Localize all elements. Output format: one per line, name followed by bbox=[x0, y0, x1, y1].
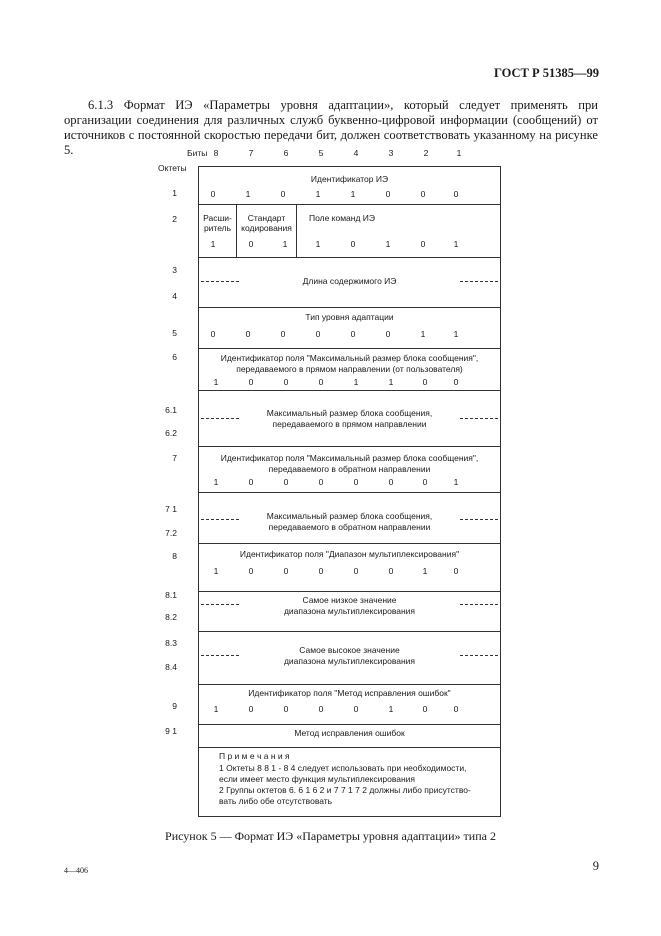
bit-value: 0 bbox=[315, 329, 321, 339]
row-separator bbox=[199, 724, 500, 725]
octet-label: 2 bbox=[172, 214, 177, 224]
bit-value: 0 bbox=[453, 566, 459, 576]
octet-label: 1 bbox=[172, 188, 177, 198]
bit-value: 1 bbox=[420, 329, 426, 339]
backward-max-block-size-identifier: Идентификатор поля "Максимальный размер блока сообщения", передаваемого в обратном направлении bbox=[220, 453, 479, 474]
bit-number: 6 bbox=[283, 148, 289, 158]
octet-label: 5 bbox=[172, 328, 177, 338]
row-separator bbox=[199, 307, 500, 308]
octet-label: 7.2 bbox=[165, 528, 177, 538]
error-correction-identifier: Идентификатор поля "Метод исправления ошибок" bbox=[248, 688, 451, 698]
multiplexing-range-identifier: Идентификатор поля "Диапазон мультиплексирования" bbox=[239, 549, 460, 559]
ie-command-field-label: Поле команд ИЭ bbox=[308, 213, 376, 223]
format-table bbox=[198, 166, 501, 817]
row-separator bbox=[199, 591, 500, 592]
bit-value: 1 bbox=[315, 239, 321, 249]
octet-label: 8 bbox=[172, 551, 177, 561]
bit-number: 4 bbox=[353, 148, 359, 158]
error-correction-method: Метод исправления ошибок bbox=[294, 728, 405, 738]
bit-value: 0 bbox=[385, 189, 391, 199]
intro-text: 6.1.3 Формат ИЭ «Параметры уровня адаптации», который следует применять при организации соединения для различных служб буквенно-цифровой информации (сообщений) от источников с постоянной скоростью передачи бит, должен соответствовать указанному на рисунке 5. bbox=[64, 98, 598, 157]
bit-value: 1 bbox=[453, 239, 459, 249]
adaptation-layer-type-title: Тип уровня адаптации bbox=[305, 312, 394, 322]
row-separator bbox=[199, 684, 500, 685]
octet-label: 9 bbox=[172, 701, 177, 711]
bits-label: Биты bbox=[187, 148, 208, 158]
bit-value: 0 bbox=[283, 704, 289, 714]
bit-value: 0 bbox=[248, 704, 254, 714]
row-separator bbox=[199, 257, 500, 258]
coding-standard-label: Стандарт кодирования bbox=[241, 213, 292, 233]
octet-label: 9 1 bbox=[165, 726, 177, 736]
bit-value: 1 bbox=[213, 377, 219, 387]
row-separator bbox=[199, 390, 500, 391]
row-separator bbox=[199, 492, 500, 493]
bit-value: 0 bbox=[350, 329, 356, 339]
note-1: 1 Октеты 8 8 1 - 8 4 следует использовать при необходимости, если имеет место функция мультиплексирования bbox=[219, 763, 467, 784]
bit-value: 0 bbox=[318, 477, 324, 487]
bit-value: 0 bbox=[388, 566, 394, 576]
bit-number: 8 bbox=[213, 148, 219, 158]
bit-value: 0 bbox=[245, 329, 251, 339]
bit-value: 0 bbox=[422, 377, 428, 387]
forward-max-block-size-identifier: Идентификатор поля "Максимальный размер блока сообщения", передаваемого в прямом направлении (от пользователя) bbox=[220, 353, 479, 374]
bit-value: 0 bbox=[420, 239, 426, 249]
bit-number: 2 bbox=[423, 148, 429, 158]
ie-identifier-title: Идентификатор ИЭ bbox=[310, 174, 389, 184]
bit-value: 0 bbox=[318, 566, 324, 576]
bit-value: 0 bbox=[422, 477, 428, 487]
row-separator bbox=[199, 446, 500, 447]
bit-value: 1 bbox=[453, 477, 459, 487]
octet-label: 8.4 bbox=[165, 662, 177, 672]
bit-number: 3 bbox=[388, 148, 394, 158]
bit-value: 0 bbox=[248, 239, 254, 249]
bit-value: 0 bbox=[283, 477, 289, 487]
notes-heading: П р и м е ч а н и я bbox=[219, 751, 290, 761]
bit-value: 1 bbox=[210, 239, 216, 249]
bit-value: 0 bbox=[280, 189, 286, 199]
bit-value: 0 bbox=[353, 566, 359, 576]
octet-label: 6.2 bbox=[165, 428, 177, 438]
figure-caption: Рисунок 5 — Формат ИЭ «Параметры уровня адаптации» типа 2 bbox=[165, 829, 496, 843]
bit-value: 0 bbox=[422, 704, 428, 714]
bit-value: 1 bbox=[353, 377, 359, 387]
extension-field-label: Расши- ритель bbox=[203, 213, 232, 233]
highest-multiplexing-value: Самое высокое значение диапазона мультиплексирования bbox=[283, 645, 416, 666]
row-separator bbox=[199, 348, 500, 349]
row-separator bbox=[199, 204, 500, 205]
bit-value: 0 bbox=[388, 477, 394, 487]
note-2: 2 Группы октетов 6. 6 1 6 2 и 7 7 1 7 2 должны либо присутство- вать либо обе отсутствовать bbox=[219, 785, 471, 806]
bit-value: 1 bbox=[245, 189, 251, 199]
bit-value: 1 bbox=[385, 239, 391, 249]
row-separator bbox=[199, 631, 500, 632]
bit-value: 0 bbox=[280, 329, 286, 339]
bit-value: 0 bbox=[283, 566, 289, 576]
bit-value: 0 bbox=[353, 704, 359, 714]
octet-label: 8.1 bbox=[165, 590, 177, 600]
bit-value: 0 bbox=[453, 189, 459, 199]
octet-label: 3 bbox=[172, 265, 177, 275]
print-code: 4—406 bbox=[64, 866, 88, 875]
row-separator bbox=[199, 747, 500, 748]
octet-label: 8.2 bbox=[165, 612, 177, 622]
octet-label: 4 bbox=[172, 291, 177, 301]
standard-number: ГОСТ Р 51385—99 bbox=[493, 66, 599, 80]
octet-label: 6.1 bbox=[165, 405, 177, 415]
row-separator bbox=[199, 543, 500, 544]
bit-value: 1 bbox=[453, 329, 459, 339]
bit-value: 0 bbox=[420, 189, 426, 199]
bit-value: 0 bbox=[248, 377, 254, 387]
octet-label: 7 1 bbox=[165, 504, 177, 514]
octets-label: Октеты bbox=[158, 163, 187, 173]
bit-value: 1 bbox=[388, 704, 394, 714]
ie-content-length: Длина содержимого ИЭ bbox=[302, 276, 397, 286]
intro-paragraph bbox=[64, 98, 598, 158]
bit-value: 1 bbox=[422, 566, 428, 576]
bit-number: 1 bbox=[456, 148, 462, 158]
page-number: 9 bbox=[592, 859, 599, 873]
bit-value: 0 bbox=[353, 477, 359, 487]
bit-value: 0 bbox=[350, 239, 356, 249]
bit-value: 0 bbox=[318, 704, 324, 714]
octet-label: 7 bbox=[172, 453, 177, 463]
forward-max-block-size: Максимальный размер блока сообщения, передаваемого в прямом направлении bbox=[266, 408, 433, 429]
bit-value: 1 bbox=[282, 239, 288, 249]
octet-label: 8.3 bbox=[165, 638, 177, 648]
bit-value: 0 bbox=[318, 377, 324, 387]
bit-value: 0 bbox=[283, 377, 289, 387]
bit-value: 0 bbox=[210, 329, 216, 339]
bit-value: 0 bbox=[248, 477, 254, 487]
bit-number: 7 bbox=[248, 148, 254, 158]
bit-value: 0 bbox=[210, 189, 216, 199]
bit-value: 1 bbox=[315, 189, 321, 199]
bit-value: 1 bbox=[388, 377, 394, 387]
bit-value: 0 bbox=[453, 704, 459, 714]
bit-value: 0 bbox=[453, 377, 459, 387]
backward-max-block-size: Максимальный размер блока сообщения, передаваемого в обратном направлении bbox=[266, 511, 433, 532]
bit-number: 5 bbox=[318, 148, 324, 158]
lowest-multiplexing-value: Самое низкое значение диапазона мультиплексирования bbox=[283, 595, 416, 616]
bit-value: 1 bbox=[213, 477, 219, 487]
bit-value: 1 bbox=[213, 704, 219, 714]
bit-value: 1 bbox=[213, 566, 219, 576]
column-divider bbox=[296, 204, 297, 257]
bit-value: 0 bbox=[385, 329, 391, 339]
octet-label: 6 bbox=[172, 352, 177, 362]
bit-value: 1 bbox=[350, 189, 356, 199]
bit-value: 0 bbox=[248, 566, 254, 576]
